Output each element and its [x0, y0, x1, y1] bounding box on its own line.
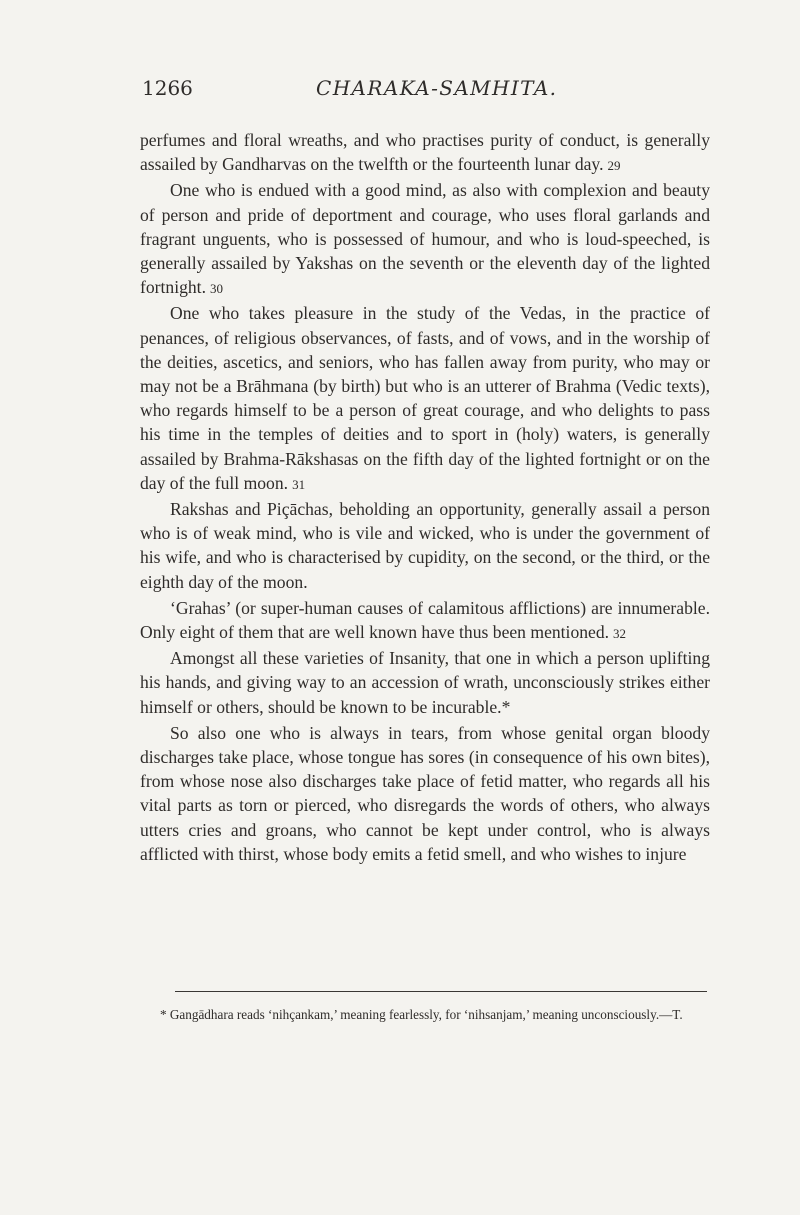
paragraph-text: One who is endued with a good mind, as also with complexion and beauty of person and pride of deportment and courage, who uses floral garlands and fragrant unguents, who is possessed of humour, and who is loud-speeched, is generally assailed by Yakshas on the seventh or the eleventh day of the lighted fortnight. [140, 180, 710, 298]
paragraph-5 [140, 596, 710, 646]
paragraph-7 [140, 721, 710, 868]
verse-number: 32 [613, 626, 627, 642]
paragraph-text: perfumes and floral wreaths, and who practises purity of conduct, is generally assailed by Gandharvas on the twelfth or the fourteenth lunar day. [140, 130, 710, 175]
footnote: * Gangādhara reads ‘nihçankam,’ meaning fearlessly, for ‘nihsanjam,’ meaning unconsciously.—T. [160, 1007, 683, 1022]
paragraph-text: One who takes pleasure in the study of the Vedas, in the practice of penances, of religious observances, of fasts, and of vows, and in the worship of the deities, ascetics, and seniors, who has fallen away from purity, who may or may not be a Brāhmana (by birth) but who is an utterer of Brahma (Vedic texts), who regards himself to be a person of great courage, and who delights to pass his time in the temples of deities and to sport in (holy) waters, is generally assailed by Brahma-Rākshasas on the fifth day of the lighted fortnight or on the day of the full moon. [140, 303, 710, 493]
paragraph-2 [140, 178, 710, 301]
footnote-rule [175, 991, 707, 992]
body-text [140, 128, 710, 868]
running-title: CHARAKA-SAMHITA. [316, 76, 558, 100]
paragraph-4 [140, 497, 710, 596]
paragraph-3 [140, 301, 710, 497]
paragraph-6 [140, 646, 710, 721]
paragraph-text: Amongst all these varieties of Insanity, that one in which a person uplifting his hands, and giving way to an accession of wrath, unconsciously strikes either himself or others, should be known to be incurable.* [140, 648, 710, 717]
verse-number: 31 [292, 476, 306, 492]
paragraph-text: So also one who is always in tears, from whose genital organ bloody discharges take place, whose tongue has sores (in consequence of his own bites), from whose nose also discharges take place of fetid matter, who regards all his vital parts as torn or pierced, who disregards the words of others, who always utters cries and groans, who cannot be kept under control, who is always afflicted with thirst, whose body emits a fetid smell, and who wishes to injure [140, 722, 710, 864]
paragraph-text: Rakshas and Piçāchas, beholding an opportunity, generally assail a person who is of weak mind, who is vile and wicked, who is under the government of his wife, and who is characterised by cupidity, on the second, or the third, or the eighth day of the moon. [140, 499, 710, 592]
verse-number: 30 [209, 281, 223, 297]
paragraph-1 [140, 128, 710, 178]
verse-number: 29 [607, 158, 621, 174]
page-number: 1266 [142, 76, 193, 100]
paragraph-text: ‘Grahas’ (or super-human causes of calamitous afflictions) are innumerable. Only eight of them that are well known have thus been mentioned. [140, 597, 710, 643]
